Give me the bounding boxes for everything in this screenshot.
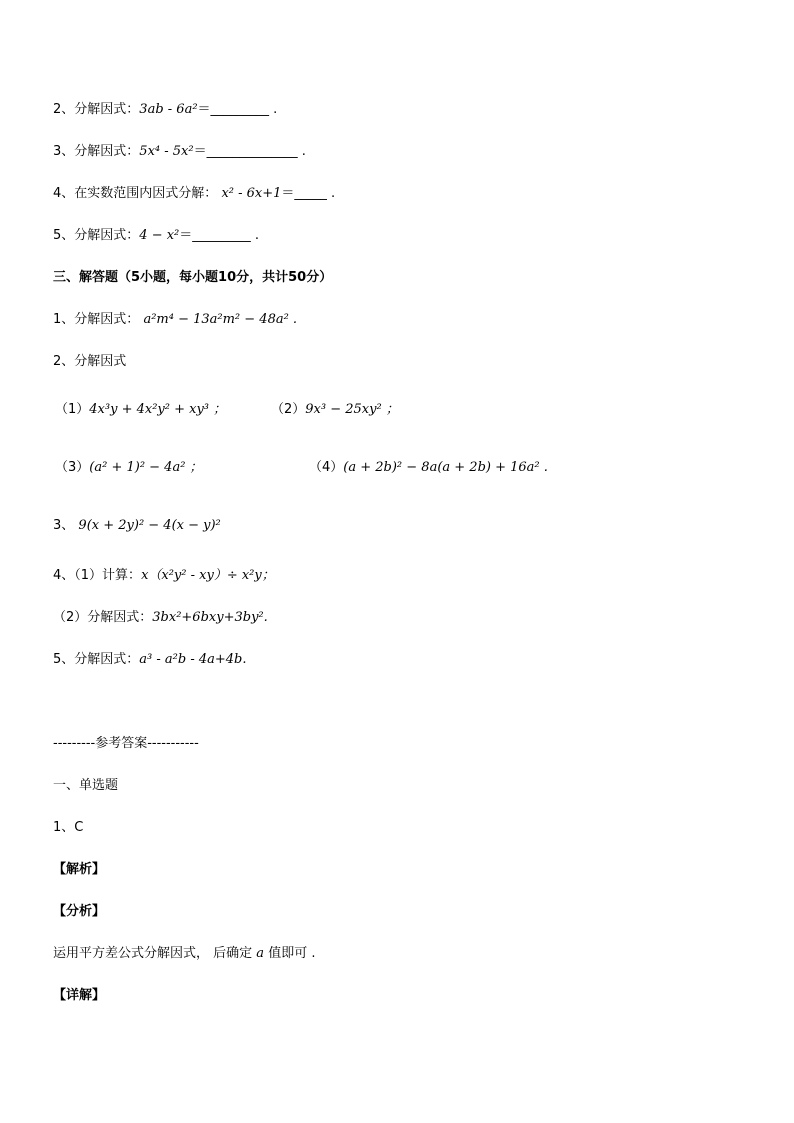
question-prompt: 分解因式： <box>74 228 140 243</box>
section-heading: 三、解答题（5小题，每小题10分，共计50分） <box>53 270 333 285</box>
question-number: 4、 <box>53 186 75 201</box>
solve-question-3 <box>53 517 221 535</box>
question-prompt: 分解因式： <box>74 102 140 117</box>
solve-question-4-part-2 <box>53 609 268 627</box>
subpart-label: （1） <box>55 402 90 417</box>
question-prompt: 分解因式 <box>74 354 127 369</box>
math-expression: 4x³y + 4x²y² + xy³ ； <box>89 402 227 417</box>
question-5 <box>53 227 259 245</box>
math-expression: x（x²y² - xy）÷ x²y； <box>141 568 275 583</box>
question-number: 4、 <box>53 568 75 583</box>
question-number: 3、 <box>53 144 75 159</box>
subpart-3 <box>55 459 203 477</box>
math-expression: 9x³ − 25xy² ； <box>305 402 399 417</box>
detail-tag: 【详解】 <box>53 988 106 1003</box>
math-expression: 5x⁴ - 5x² <box>139 144 194 159</box>
subpart-label: （1）计算： <box>74 568 142 583</box>
question-3 <box>53 143 306 161</box>
subpart-label: （2）分解因式： <box>53 610 153 625</box>
question-number: 5、 <box>53 228 75 243</box>
math-expression: (a² + 1)² − 4a² ； <box>89 460 203 475</box>
question-number: 1、 <box>53 312 75 327</box>
math-expression: x² - 6x+1 <box>221 186 282 201</box>
math-expression: 3ab - 6a² <box>139 102 198 117</box>
subpart-1 <box>55 401 226 419</box>
math-variable: a <box>256 946 265 961</box>
math-expression: (a + 2b)² − 8a(a + 2b) + 16a² . <box>343 460 548 475</box>
solve-question-2 <box>53 353 126 371</box>
subpart-label: （4） <box>309 460 344 475</box>
question-prompt: 分解因式： <box>74 652 140 667</box>
math-expression: 4 − x² <box>139 228 180 243</box>
answer-blank: ＝_________ . <box>179 228 260 243</box>
analysis-text <box>53 945 315 963</box>
subpart-4 <box>309 459 548 477</box>
math-expression: 3bx²+6bxy+3by². <box>152 610 268 625</box>
answer-section-heading: 一、单选题 <box>53 778 119 793</box>
fenxi-tag: 【分析】 <box>53 904 106 919</box>
solve-question-1 <box>53 311 297 329</box>
question-number: 2、 <box>53 354 75 369</box>
answer-blank: ＝_____ . <box>281 186 336 201</box>
solve-question-5 <box>53 651 247 669</box>
analysis-tag: 【解析】 <box>53 862 106 877</box>
subpart-2 <box>271 401 399 419</box>
question-prompt: 在实数范围内因式分解： <box>74 186 218 201</box>
analysis-text-main: 运用平方差公式分解因式， 后确定 <box>53 946 253 961</box>
answer-item: 1、C <box>53 820 84 835</box>
subpart-label: （3） <box>55 460 90 475</box>
math-expression: a³ - a²b - 4a+4b. <box>139 652 247 667</box>
answer-blank: ＝_________ . <box>197 102 278 117</box>
answer-blank: ＝______________ . <box>193 144 306 159</box>
solve-question-4 <box>53 567 275 585</box>
question-number: 2、 <box>53 102 75 117</box>
math-expression: 9(x + 2y)² − 4(x − y)² <box>78 518 221 533</box>
subpart-label: （2） <box>271 402 306 417</box>
question-prompt: 分解因式： <box>74 144 140 159</box>
answer-divider: ---------参考答案----------- <box>53 736 199 751</box>
question-number: 5、 <box>53 652 75 667</box>
question-2 <box>53 101 277 119</box>
question-prompt: 分解因式： <box>74 312 140 327</box>
analysis-text-end: 值即可 . <box>268 946 316 961</box>
question-number: 3、 <box>53 518 75 533</box>
math-expression: a²m⁴ − 13a²m² − 48a² . <box>143 312 298 327</box>
question-4 <box>53 185 335 203</box>
